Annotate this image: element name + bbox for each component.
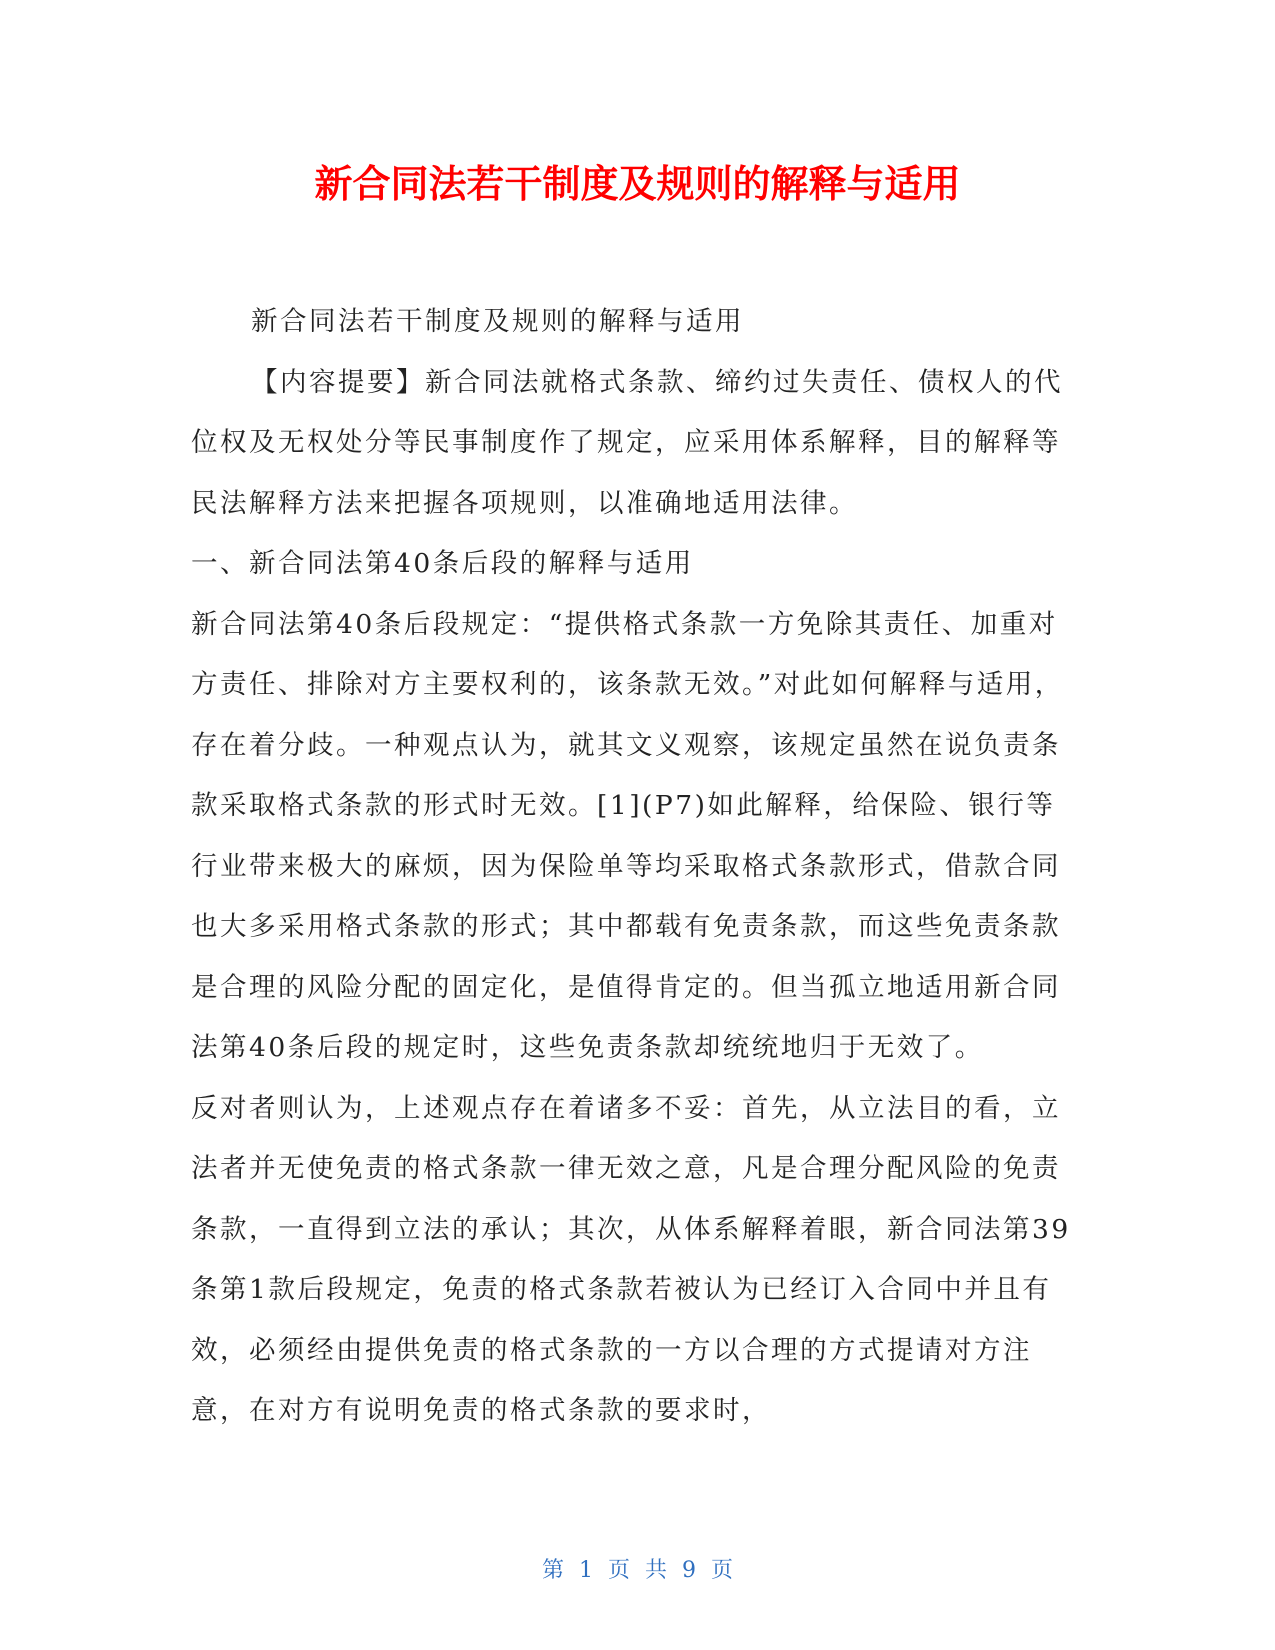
abstract-paragraph: 【内容提要】新合同法就格式条款、缔约过失责任、债权人的代位权及无权处分等民事制度作了规定，应采用体系解释，目的解释等民法解释方法来把握各项规则，以准确地适用法律。 xyxy=(191,366,1063,519)
body-paragraph-1: 新合同法第40条后段规定：“提供格式条款一方免除其责任、加重对方责任、排除对方主要权利的，该条款无效。”对此如何解释与适用，存在着分歧。一种观点认为，就其文义观察，该规定虽然在说负责条款采取格式条款的形式时无效。[1](P7)如此解释，给保险、银行等行业带来极大的麻烦，因为保险单等均采取格式条款形式，借款合同也大多采用格式条款的形式；其中都载有免责条款，而这些免责条款是合理的风险分配的固定化，是值得肯定的。但当孤立地适用新合同法第40条后段的规定时，这些免责条款却统统地归于无效了。 xyxy=(191,608,1064,1063)
document-body xyxy=(191,292,1081,1442)
body-paragraph-2: 反对者则认为，上述观点存在着诸多不妥：首先，从立法目的看，立法者并无使免责的格式条款一律无效之意，凡是合理分配风险的免责条款，一直得到立法的承认；其次，从体系解释着眼，新合同法第39条第1款后段规定，免责的格式条款若被认为已经订入合同中并且有效，必须经由提供免责的格式条款的一方以合理的方式提请对方注意，在对方有说明免责的格式条款的要求时， xyxy=(191,1092,1071,1426)
page-title: 新合同法若干制度及规则的解释与适用 xyxy=(314,162,961,206)
page-footer: 第 1 页 共 9 页 xyxy=(542,1558,733,1583)
document-subtitle: 新合同法若干制度及规则的解释与适用 xyxy=(251,306,744,337)
section-heading: 一、新合同法第40条后段的解释与适用 xyxy=(191,548,694,579)
